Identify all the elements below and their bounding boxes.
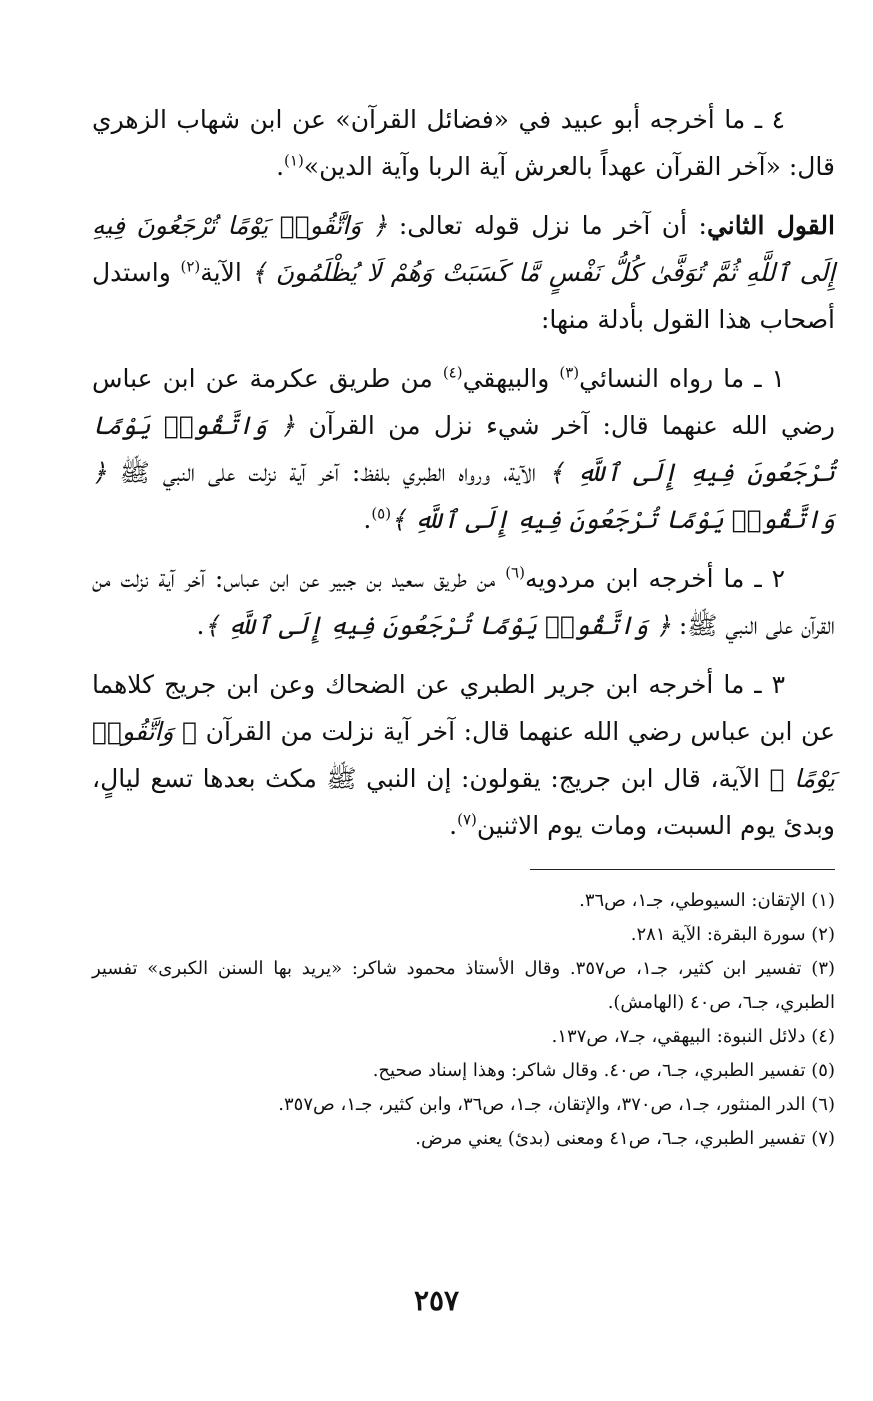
section-lead: القول الثاني — [706, 211, 835, 240]
paragraph-evidence-1: ١ ـ ما رواه النسائي$^{(٣)}$ والبيهقي$^{(٤)}$ من طريق عكرمة عن ابن عباس رضي الله عنهما قال: آخر شيء نزل من القرآن ﴿ وَاتَّقُوا۟ يَوْمًا تُرْجَعُونَ فِيهِ إِلَى ٱللَّهِ ﴾ الآية، ورواه الطبري بلفظ: آخر آية نزلت على النبي ﷺ ﴿ وَاتَّقُوا۟ يَوْمًا تُرْجَعُونَ فِيهِ إِلَى ٱللَّهِ ﴾$^{(٥)}$. — [92, 363, 835, 534]
quran-verse: ﴿ وَاتَّقُوا۟ يَوْمًا تُرْجَعُونَ فِيهِ إِلَى ٱللَّهِ ﴾ — [92, 458, 835, 534]
footnote-3: (٣) تفسير ابن كثير، جـ١، ص٣٥٧. وقال الأستاذ محمود شاكر: «يريد بها السنن الكبرى» تفسير الطبري، جـ٦، ص٤٠ (الهامش). — [92, 958, 836, 1013]
footnote-ref-5[interactable]: (٥) — [371, 504, 392, 523]
quran-verse: ﴿ وَاتَّقُوا۟ يَوْمًا تُرْجَعُونَ فِيهِ إِلَى ٱللَّهِ ﴾ — [204, 611, 671, 640]
footnote-ref-7[interactable]: (٧) — [457, 810, 477, 829]
paragraph-evidence-2: ٢ ـ ما أخرجه ابن مردويه$^{(٦)}$ من طريق سعيد بن جبير عن ابن عباس: آخر آية نزلت من القرآن على النبي ﷺ: ﴿ وَاتَّقُوا۟ يَوْمًا تُرْجَعُونَ فِيهِ إِلَى ٱللَّهِ ﴾. — [92, 563, 835, 640]
footnote-1: (١) الإتقان: السيوطي، جـ١، ص٣٦. — [579, 890, 835, 911]
paragraph-second-opinion: القول الثاني: أن آخر ما نزل قوله تعالى: ﴿ وَاتَّقُوا۟ يَوْمًا تُرْجَعُونَ فِيهِ إِلَى ٱللَّهِ ثُمَّ تُوَفَّىٰ كُلُّ نَفْسٍ مَّا كَسَبَتْ وَهُمْ لَا يُظْلَمُونَ ﴾ الآية$^{(٢)}$ واستدل أصحاب هذا القول بأدلة منها: — [92, 211, 836, 334]
footnote-ref-6[interactable]: (٦) — [505, 563, 525, 582]
footnote-6: (٦) الدر المنثور، جـ١، ص٣٧٠، والإتقان، جـ١، ص٣٦، وابن كثير، جـ١، ص٣٥٧. — [278, 1094, 835, 1115]
footnote-2: (٢) سورة البقرة: الآية ٢٨١. — [630, 924, 835, 945]
footnote-5: (٥) تفسير الطبري، جـ٦، ص٤٠. وقال شاكر: وهذا إسناد صحيح. — [372, 1060, 835, 1081]
main-text — [92, 96, 835, 849]
quran-verse: ﴿ وَاتَّقُوا۟ يَوْمًا ﴾ — [92, 717, 835, 793]
footnote-ref-4[interactable]: (٤) — [442, 363, 463, 382]
paragraph-evidence-3: ٣ ـ ما أخرجه ابن جرير الطبري عن الضحاك وعن ابن جريج كلاهما عن ابن عباس رضي الله عنهما قال: آخر آية نزلت من القرآن ﴿ وَاتَّقُوا۟ يَوْمًا ﴾ الآية، قال ابن جريج: يقولون: إن النبي ﷺ مكث بعدها تسع ليالٍ، وبدئ يوم السبت، ومات يوم الاثنين$^{(٧)}$. — [92, 670, 835, 840]
paragraph-evidence-4: ٤ ـ ما أخرجه أبو عبيد في «فضائل القرآن» عن ابن شهاب الزهري قال: «آخر القرآن عهداً بالعرش آية الربا وآية الدين»$^{(١)}$. — [92, 105, 835, 181]
footnote-4: (٤) دلائل النبوة: البيهقي، جـ٧، ص١٣٧. — [551, 1026, 835, 1047]
quran-verse: ﴿ وَاتَّقُوا۟ يَوْمًا تُرْجَعُونَ فِيهِ إِلَى ٱللَّهِ ﴾ — [92, 411, 835, 487]
footnotes — [92, 884, 835, 1156]
footnote-7: (٧) تفسير الطبري، جـ٦، ص٤١ ومعنى (بدئ) يعني مرض. — [415, 1128, 835, 1149]
footnote-divider — [530, 869, 835, 870]
quran-verse: ﴿ وَاتَّقُوا۟ يَوْمًا تُرْجَعُونَ فِيهِ إِلَى ٱللَّهِ ثُمَّ تُوَفَّىٰ كُلُّ نَفْسٍ مَّا كَسَبَتْ وَهُمْ لَا يُظْلَمُونَ ﴾ — [92, 211, 836, 287]
footnote-ref-2[interactable]: (٢) — [180, 257, 201, 276]
paragraph-text: ٤ ـ ما أخرجه أبو عبيد في «فضائل القرآن» عن ابن شهاب الزهري قال: «آخر القرآن عهداً بالعرش آية الربا وآية الدين» — [92, 105, 835, 181]
footnote-ref-3[interactable]: (٣) — [559, 363, 580, 382]
page-number: ٢٥٧ — [413, 1284, 460, 1317]
footnote-ref-1[interactable]: (١) — [284, 151, 304, 170]
